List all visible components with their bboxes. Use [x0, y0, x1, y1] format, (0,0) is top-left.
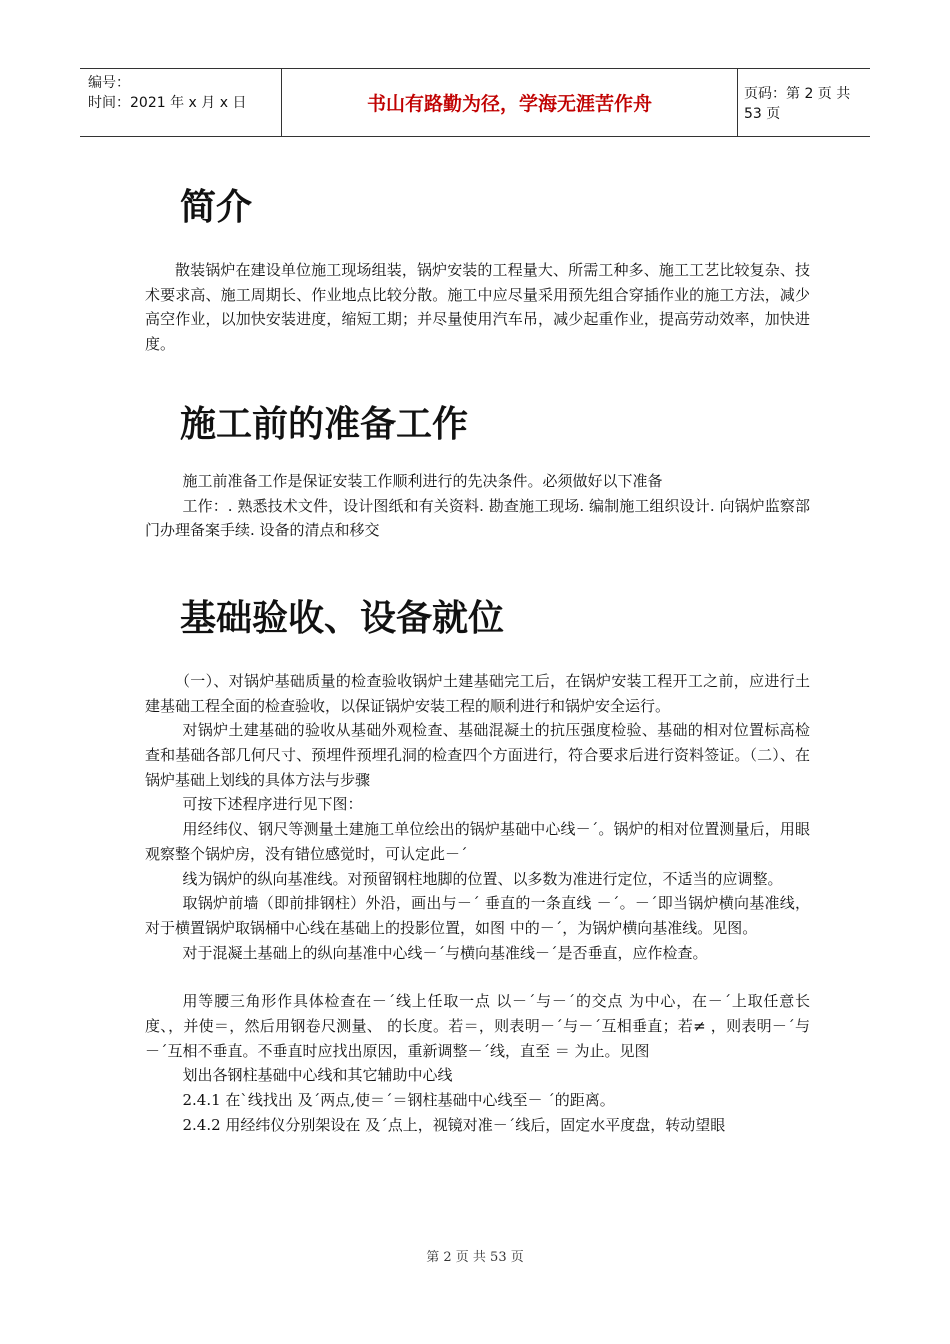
header-motto: 书山有路勤为径，学海无涯苦作舟	[281, 69, 738, 136]
document-number-label: 编号：	[88, 75, 130, 91]
foundation-paragraph: 用等腰三角形作具体检查在－ˊ线上任取一点 以－ˊ与－ˊ的交点 为中心，在－ˊ上取任意长度、，并使＝，然后用钢卷尺测量、 的长度。若＝，则表明－ˊ与－ˊ互相垂直；若≠ ，则表明－ˊ与－ˊ互相不垂直。不垂直时应找出原因，重新调整－ˊ线，直至 ＝ 为止。见图	[145, 992, 810, 1060]
page-header	[80, 68, 870, 137]
foundation-paragraph: 2.4.2 用经纬仪分别架设在 及ˊ点上，视镜对准－ˊ线后，固定水平度盘，转动望眼	[182, 1115, 726, 1134]
page-footer: 第 2 页 共 53 页	[426, 1250, 524, 1265]
section-title-prep: 施工前的准备工作	[180, 403, 469, 445]
foundation-paragraph: 取锅炉前墙（即前排钢柱）外沿，画出与－ˊ 垂直的一条直线 －ˊ。－ˊ即当锅炉横向基准线，对于横置锅炉取锅桶中心线在基础上的投影位置，如图 中的－ˊ，为锅炉横向基准线。见图。	[145, 894, 810, 937]
foundation-paragraph: 线为锅炉的纵向基准线。对预留钢柱地脚的位置、以多数为准进行定位，不适当的应调整。	[182, 869, 783, 888]
foundation-paragraph: 用经纬仪、钢尺等测量土建施工单位绘出的锅炉基础中心线－ˊ。锅炉的相对位置测量后，用眼观察整个锅炉房，没有错位感觉时，可认定此－ˊ	[145, 820, 810, 863]
prep-paragraph-1: 施工前准备工作是保证安装工作顺利进行的先决条件。必须做好以下准备	[182, 471, 663, 490]
header-page-info: 页码：第 2 页 共 53 页	[744, 85, 851, 122]
document-date-label: 时间：2021 年 x 月 x 日	[88, 95, 247, 111]
foundation-paragraph: （一）、对锅炉基础质量的检查验收锅炉土建基础完工后，在锅炉安装工程开工之前，应进行土建基础工程全面的检查验收，以保证锅炉安装工程的顺利进行和锅炉安全运行。	[145, 671, 810, 715]
section-title-intro: 简介	[180, 187, 253, 228]
prep-paragraph-2: 工作：. 熟悉技术文件，设计图纸和有关资料. 勘查施工现场. 编制施工组织设计. 向锅炉监察部门办理备案手续. 设备的清点和移交	[145, 496, 810, 540]
intro-paragraph: 散装锅炉在建设单位施工现场组装，锅炉安装的工程量大、所需工种多、施工工艺比较复杂、技术要求高、施工周期长、作业地点比较分散。施工中应尽量采用预先组合穿插作业的施工方法，减少高空作业，以加快安装进度，缩短工期；并尽量使用汽车吊，减少起重作业，提高劳动效率，加快进度。	[145, 261, 810, 354]
foundation-paragraph: 可按下述程序进行见下图：	[182, 795, 363, 814]
foundation-paragraph: 对于混凝土基础上的纵向基准中心线－ˊ与横向基准线－ˊ是否垂直，应作检查。	[182, 943, 708, 962]
paragraph-spacer	[145, 965, 810, 989]
foundation-paragraph: 对锅炉土建基础的验收从基础外观检查、基础混凝土的抗压强度检验、基础的相对位置标高检查和基础各部几何尺寸、预埋件预埋孔洞的检查四个方面进行，符合要求后进行资料签证。（二）、在锅炉基础上划线的具体方法与步骤	[145, 721, 810, 789]
header-meta	[88, 73, 282, 113]
document-body	[145, 178, 810, 1138]
foundation-paragraph: 划出各钢柱基础中心线和其它辅助中心线	[182, 1066, 453, 1085]
section-title-foundation: 基础验收、设备就位	[180, 597, 505, 639]
foundation-paragraph: 2.4.1 在`线找出 及ˊ两点,使＝ˊ＝钢柱基础中心线至－ ˊ的距离。	[182, 1091, 615, 1110]
